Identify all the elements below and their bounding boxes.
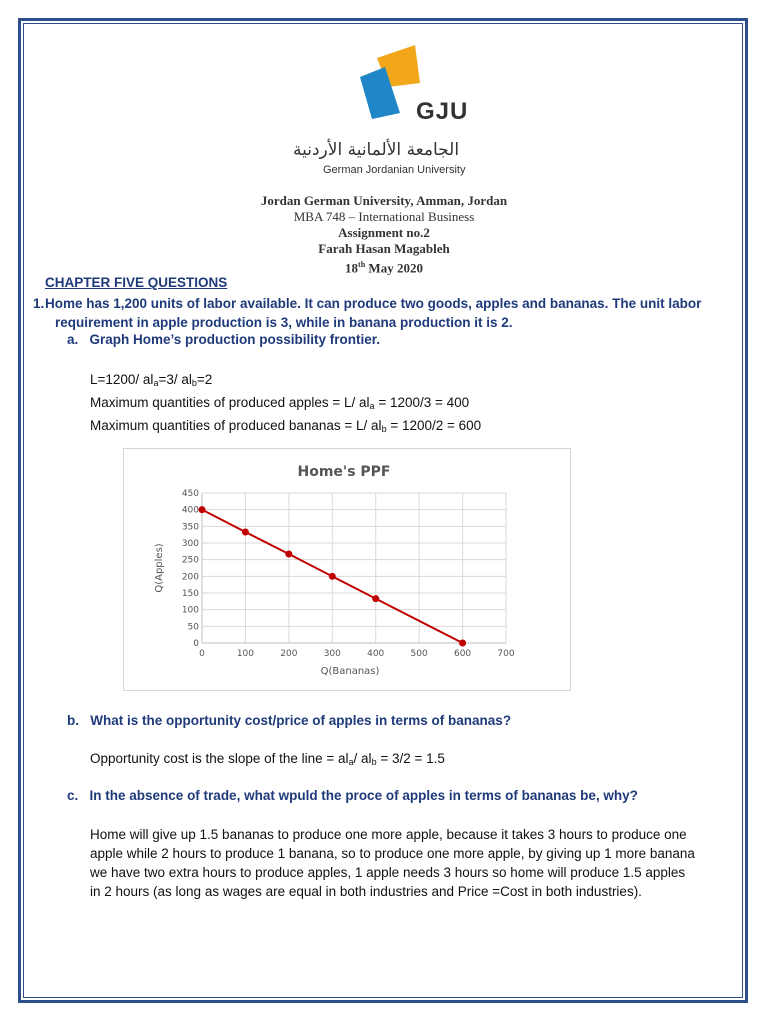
answer-c-line-3: we have two extra hours to produce apples, 1 apple needs 3 hours so home will produce 1.5 apples — [90, 865, 686, 880]
x-tick-label-500: 500 — [410, 649, 428, 659]
document-header — [200, 193, 568, 276]
y-tick-label-250: 250 — [181, 555, 199, 566]
y-tick-label-100: 100 — [181, 605, 199, 616]
ppf-chart-container — [123, 448, 571, 691]
date-rest: May 2020 — [365, 260, 423, 276]
question-a-label: a. — [67, 332, 79, 347]
calc-l3-b: = 1200/2 = 600 — [386, 418, 482, 433]
question-b-label: b. — [67, 713, 79, 728]
answer-b-c: = 3/2 = 1.5 — [376, 751, 445, 766]
answer-c-line-2: apple while 2 hours to produce 1 banana, so to produce one more apple, by giving up 1 more banana — [90, 846, 695, 861]
x-tick-label-200: 200 — [280, 649, 298, 659]
question-1-line-2: requirement in apple production is 3, while in banana production it is 2. — [55, 315, 513, 330]
x-tick-label-400: 400 — [367, 649, 385, 659]
header-line-2: MBA 748 – International Business — [293, 209, 475, 224]
calc-l1-sub-a: a — [153, 378, 159, 388]
answer-c-line-4: in 2 hours (as long as wages are equal in both industries and Price =Cost in both industries). — [90, 884, 642, 899]
question-a-text: Graph Home’s production possibility frontier. — [89, 332, 381, 347]
calc-l1-b: =3/ al — [158, 372, 192, 387]
y-tick-label-200: 200 — [181, 572, 199, 583]
answer-b-sub-b: b — [371, 757, 377, 767]
x-tick-label-700: 700 — [497, 649, 515, 659]
question-c-label: c. — [67, 788, 79, 803]
calc-l3-sub: b — [381, 424, 387, 434]
calc-l2-sub: a — [369, 401, 375, 411]
y-tick-label-0: 0 — [193, 639, 199, 649]
y-tick-label-450: 450 — [181, 489, 199, 499]
header-date — [200, 257, 568, 276]
answer-c-line-1: Home will give up 1.5 bananas to produce one more apple, because it takes 3 hours to produce one — [90, 827, 687, 842]
x-tick-label-100: 100 — [236, 649, 255, 659]
question-1-line-1: Home has 1,200 units of labor available. It can produce two goods, apples and bananas. The unit labor — [45, 296, 702, 311]
calc-l1-a: L=1200/ al — [90, 372, 154, 387]
question-1-number: 1. — [33, 296, 45, 311]
x-axis-label: Q(Bananas) — [320, 666, 380, 677]
data-point-4 — [372, 595, 379, 602]
question-c — [67, 788, 638, 803]
calc-l2-b: = 1200/3 = 400 — [374, 395, 470, 410]
data-point-2 — [285, 551, 292, 558]
y-tick-label-350: 350 — [181, 522, 199, 533]
data-point-0 — [199, 506, 206, 513]
answer-b-b: / al — [353, 751, 372, 766]
answer-b-a: Opportunity cost is the slope of the line = al — [90, 751, 349, 766]
answer-b-sub-a: a — [348, 757, 354, 767]
answer-c — [90, 825, 730, 901]
calc-l3-a: Maximum quantities of produced bananas = L/ al — [90, 418, 382, 433]
english-university-name: German Jordanian University — [323, 164, 466, 176]
y-tick-label-400: 400 — [181, 505, 199, 516]
calc-l1-sub-b: b — [191, 378, 197, 388]
header-line-3: Assignment no.2 — [338, 225, 430, 240]
calc-line-1 — [90, 370, 481, 393]
data-point-3 — [329, 573, 336, 580]
question-c-text: In the absence of trade, what wpuld the proce of apples in terms of bananas be, why? — [89, 788, 638, 803]
question-b-text: What is the opportunity cost/price of apples in terms of bananas? — [90, 713, 512, 728]
data-point-1 — [242, 529, 249, 536]
y-axis-label: Q(Apples) — [154, 543, 165, 593]
question-a — [67, 332, 380, 347]
chapter-title: CHAPTER FIVE QUESTIONS — [45, 275, 228, 290]
y-tick-label-50: 50 — [187, 622, 199, 633]
chart-title: Home's PPF — [297, 464, 391, 480]
question-b — [67, 713, 511, 728]
x-tick-label-0: 0 — [199, 649, 205, 659]
header-line-1: Jordan German University, Amman, Jordan — [260, 193, 508, 208]
x-tick-label-300: 300 — [323, 649, 341, 659]
calc-l1-c: =2 — [196, 372, 213, 387]
data-point-5 — [459, 640, 466, 647]
question-1 — [33, 294, 733, 332]
ppf-chart — [124, 449, 570, 690]
date-day: 18 — [345, 260, 359, 276]
x-tick-label-600: 600 — [453, 649, 472, 659]
arabic-university-name: الجامعة الألمانية الأردنية — [293, 140, 460, 160]
calc-line-2 — [90, 393, 481, 416]
header-line-4: Farah Hasan Magableh — [318, 241, 450, 256]
y-tick-label-300: 300 — [181, 539, 199, 549]
calc-line-3 — [90, 416, 481, 439]
calculation-block — [90, 370, 481, 439]
answer-b — [90, 751, 445, 767]
logo-text: GJU — [416, 98, 469, 125]
y-tick-label-150: 150 — [181, 589, 199, 599]
calc-l2-a: Maximum quantities of produced apples = L/ al — [90, 395, 370, 410]
date-suffix: th — [358, 260, 366, 269]
